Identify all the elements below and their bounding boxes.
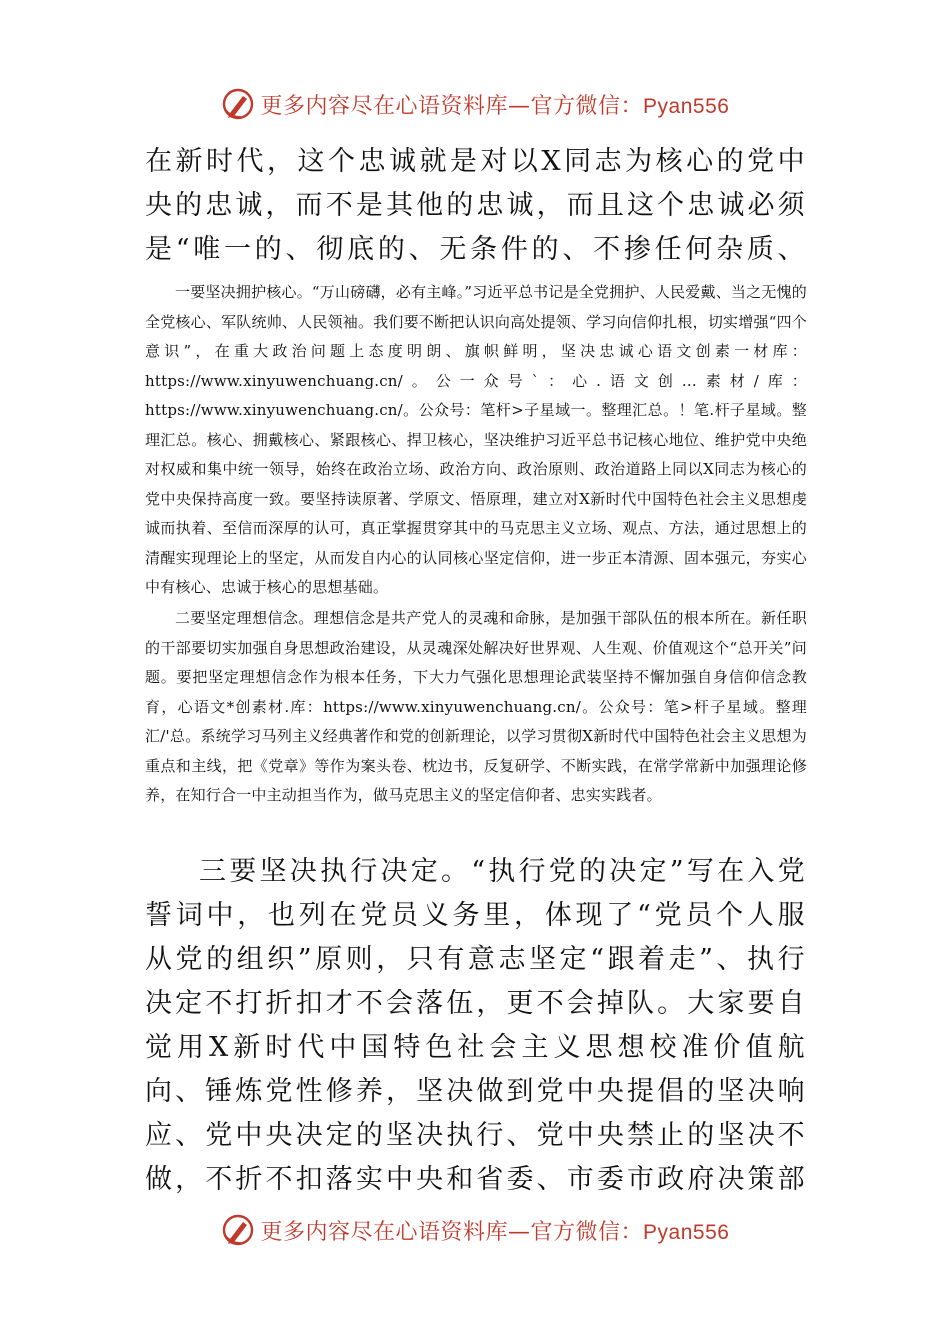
footer-banner-inner: [221, 1213, 730, 1247]
footer-banner-text: [261, 1215, 730, 1246]
paragraph-ideals-beliefs: 二要坚定理想信念。理想信念是共产党人的灵魂和命脉，是加强干部队伍的根本所在。新任职的干部要切实加强自身思想政治建设，从灵魂深处解决好世界观、人生观、价值观这个“总开关”问题。要把坚定理想信念作为根本任务，下大力气强化思想理论武装坚持不懈加强自身信仰信念教育，心语文*创素材.库：https://www.xinyuwenchuang.cn/。公众号：笔>杆子星域。整理汇/'总。系统学习马列主义经典著作和党的创新理论，以学习贯彻X新时代中国特色社会主义思想为重点和主线，把《党章》等作为案头卷、枕边书，反复研学、不断实践，在常学常新中加强理论修养，在知行合一中主动担当作为，做马克思主义的坚定信仰者、忠实实践者。: [145, 609, 807, 804]
paragraph-loyalty: 在新时代，这个忠诚就是对以X同志为核心的党中央的忠诚，而不是其他的忠诚，而且这个忠诚必须是“唯一的、彻底的、无条件的、不掺任何杂质、: [145, 146, 807, 265]
header-banner-inner: [221, 87, 730, 121]
footer-contact: Pyan556: [643, 1220, 730, 1244]
header-banner: [0, 84, 950, 124]
header-banner-text: [261, 89, 730, 120]
document-body: [145, 140, 807, 1206]
header-contact: Pyan556: [643, 94, 730, 118]
pen-logo-icon: [221, 87, 255, 121]
paragraph-execute-decisions: 三要坚决执行决定。“执行党的决定”写在入党誓词中，也列在党员义务里，体现了“党员个人服从党的组织”原则，只有意志坚定“跟着走”、执行决定不打折扣才不会落伍，更不会掉队。大家要自觉用X新时代中国特色社会主义思想校准价值航向、锤炼党性修养，坚决做到党中央提倡的坚决响应、党中央决定的坚决执行、党中央禁止的坚决不做，不折不扣落实中央和省委、市委市政府决策部: [145, 856, 807, 1195]
paragraph-support-core: 一要坚决拥护核心。“万山磅礴，必有主峰。”习近平总书记是全党拥护、人民爱戴、当之无愧的全党核心、军队统帅、人民领袖。我们要不断把认识向高处提领、学习向信仰扎根，切实增强“四个意识”，在重大政治问题上态度明朗、旗帜鲜明，坚决忠诚心语文创素一材库：https://www.xinyuwenchuang.cn/。公一众号`：心.语文创…素材/库：https://www.xinyuwenchuang.cn/。公众号：笔杆>子星域一。整理汇总。！笔.杆子星域。整理汇总。核心、拥戴核心、紧跟核心、捍卫核心，坚决维护习近平总书记核心地位、维护党中央绝对权威和集中统一领导，始终在政治立场、政治方向、政治原则、政治道路上同以X同志为核心的党中央保持高度一致。要坚持读原著、学原文、悟原理，建立对X新时代中国特色社会主义思想虔诚而执着、至信而深厚的认可，真正掌握贯穿其中的马克思主义立场、观点、方法，通过思想上的清醒实现理论上的坚定，从而发自内心的认同核心坚定信仰，进一步正本清源、固本强元，夯实心中有核心、忠诚于核心的思想基础。: [145, 283, 807, 596]
pen-logo-icon: [221, 1213, 255, 1247]
footer-text: 更多内容尽在心语资料库—官方微信：: [260, 1219, 644, 1245]
footer-banner: [0, 1210, 950, 1250]
header-text: 更多内容尽在心语资料库—官方微信：: [260, 93, 644, 119]
